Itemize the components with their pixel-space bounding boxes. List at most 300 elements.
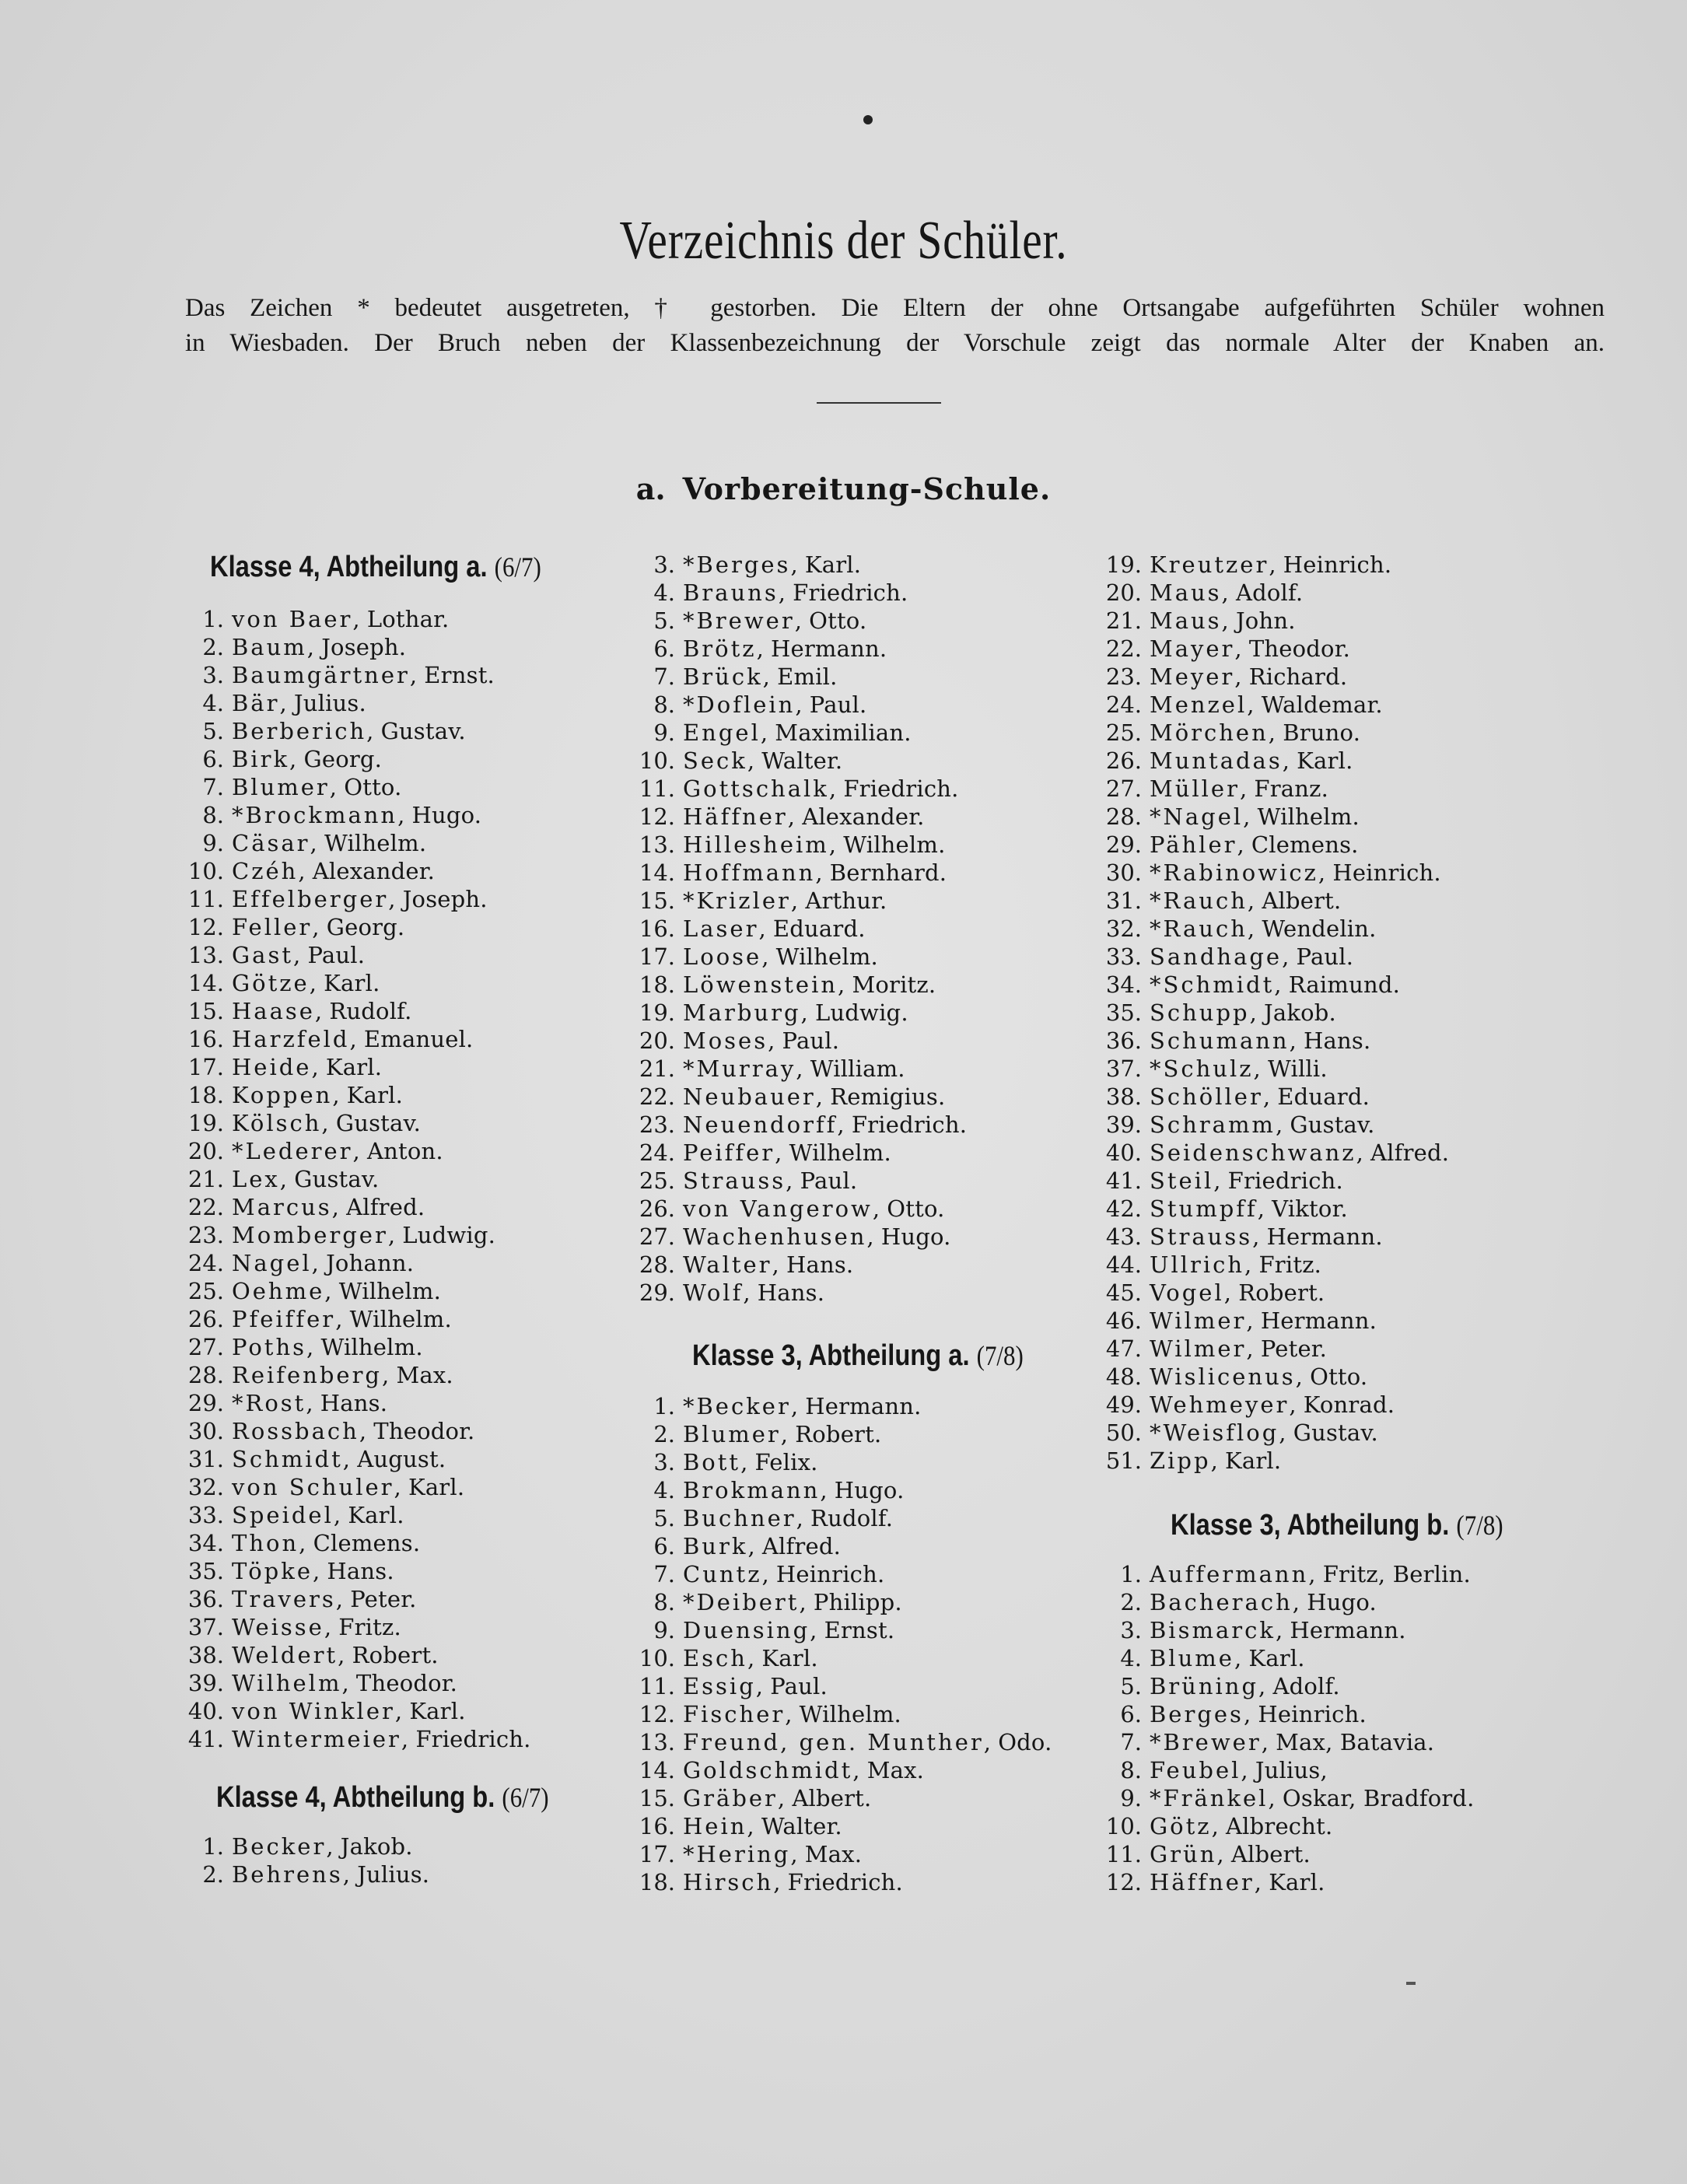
student-surname: Gräber [683,1785,778,1811]
student-given-name: Alfred. [761,1533,842,1559]
student-row [171,1361,531,1389]
student-row [622,1504,1052,1532]
student-number: 8. [202,802,224,828]
student-surname: von Schuler [232,1474,394,1500]
student-row [622,1840,1052,1868]
student-row [171,1249,531,1277]
student-row [171,1473,531,1501]
student-number: 3. [653,1449,675,1475]
student-given-name: John. [1235,607,1296,634]
page-title: Verzeichnis der Schüler. [619,211,1068,271]
student-row [622,1588,1052,1616]
student-surname: Effelberger [232,886,389,912]
student-row [1089,1139,1449,1167]
student-number: 30. [1105,859,1142,886]
student-given-name: Paul. [770,1673,828,1699]
separator: , [311,1054,326,1080]
separator: , [329,774,345,800]
student-given-name: Willi. [1267,1055,1328,1082]
student-given-name: Karl. [325,1054,383,1080]
age-fraction: (6/7) [502,1782,549,1813]
student-surname: Cäsar [232,830,310,856]
student-number: 12. [187,914,224,940]
student-surname: Häffner [683,803,788,830]
student-surname: Lex [232,1166,280,1192]
separator: , [309,970,324,996]
student-surname: Hoffmann [683,859,816,886]
class-heading-4b [216,1781,549,1815]
student-number: 38. [1105,1083,1142,1110]
student-surname: Wilhelm [232,1670,342,1696]
student-surname: Esch [683,1645,747,1671]
student-surname: Wilmer [1150,1307,1247,1334]
student-number: 1. [202,606,224,632]
student-given-name: Hermann. [1290,1617,1406,1643]
student-number: 5. [653,1505,675,1531]
student-row [622,1868,1052,1896]
student-number: 15. [639,887,675,914]
separator: , [796,1055,810,1082]
student-row [622,719,967,747]
student-number: 25. [187,1278,224,1304]
student-number: 21. [639,1055,675,1082]
class-heading-text: Klasse 4, Abtheilung a. [210,551,488,583]
student-number: 10. [187,858,224,884]
student-number: 42. [1105,1195,1142,1222]
student-number: 10. [639,1645,675,1671]
separator: , [1211,1813,1226,1839]
student-row [622,915,967,943]
student-number: 7. [653,663,675,690]
separator: , [775,1139,789,1166]
student-row [622,943,967,971]
student-row [622,1251,967,1279]
separator: , [820,1477,835,1503]
student-surname: *Krizler [683,887,791,914]
student-number: 10. [1105,1813,1142,1839]
student-number: 27. [1105,775,1142,802]
separator: , [790,1841,805,1867]
separator: , [795,691,810,718]
student-row [171,1333,531,1361]
student-surname: Brokmann [683,1477,821,1503]
student-row [1089,1027,1449,1055]
student-surname: *Fränkel [1150,1785,1269,1811]
student-given-name: Wilhelm. [799,1701,901,1727]
student-row [171,913,531,941]
student-surname: Schmidt [232,1446,343,1472]
student-given-name: Heinrich. [1332,859,1441,886]
student-number: 19. [1105,551,1142,578]
student-given-name: Albert. [792,1785,872,1811]
student-number: 14. [187,970,224,996]
separator: , [1252,1223,1267,1250]
student-row [622,607,967,635]
class-heading-4a [210,551,541,584]
student-surname: Auffermann [1150,1561,1309,1587]
student-given-name: Eduard. [1277,1083,1370,1110]
student-number: 27. [187,1334,224,1360]
student-number: 44. [1105,1251,1142,1278]
student-surname: Buchner [683,1505,796,1531]
student-list-3a-part-1 [622,1392,1052,1896]
student-row [171,1305,531,1333]
student-given-name: Max. [804,1841,863,1867]
student-number: 27. [639,1223,675,1250]
student-given-name: Karl. [409,1698,466,1724]
student-number: 19. [639,999,675,1026]
separator: , [306,1390,320,1416]
student-row [171,745,531,773]
separator: , [790,1393,806,1419]
student-surname: Weisse [232,1614,324,1640]
separator: , [331,1194,347,1220]
student-number: 24. [1105,691,1142,718]
student-given-name: Hans. [786,1251,854,1278]
student-surname: Neuendorff [683,1111,838,1138]
student-surname: Löwenstein [683,971,838,998]
student-given-name: Clemens. [1251,831,1359,858]
student-given-name: Wilhelm. [320,1334,423,1360]
student-surname: *Deibert [683,1589,800,1615]
student-given-name: Georg. [303,746,383,772]
separator: , [409,662,425,688]
student-number: 6. [653,1533,675,1559]
student-row [1089,691,1449,719]
ink-dot [863,115,873,124]
student-row [622,1223,967,1251]
student-given-name: Raimund. [1288,971,1401,998]
student-row [171,941,531,969]
student-given-name: Gustav. [1290,1111,1375,1138]
student-row [171,661,531,689]
student-number: 35. [187,1558,224,1584]
student-number: 9. [653,719,675,746]
age-fraction: (7/8) [976,1340,1024,1371]
student-number: 13. [639,831,675,858]
student-given-name: Adolf. [1235,579,1304,606]
student-surname: Pähler [1150,831,1237,858]
student-given-name: Walter. [761,747,843,774]
separator: , [298,858,313,884]
student-number: 21. [1105,607,1142,634]
student-number: 2. [202,1861,224,1888]
student-number: 28. [639,1251,675,1278]
student-number: 11. [1105,1841,1142,1867]
student-surname: Wehmeyer [1150,1391,1290,1418]
student-surname: Berges [1150,1701,1244,1727]
student-number: 14. [639,1757,675,1783]
student-number: 38. [187,1642,224,1668]
student-surname: Momberger [232,1222,388,1248]
student-number: 4. [1120,1645,1142,1671]
student-row [1089,1756,1475,1784]
separator: , [796,1505,811,1531]
student-given-name: Emil. [777,663,838,690]
student-number: 40. [187,1698,224,1724]
separator: , [1246,1335,1261,1362]
student-row [622,1644,1052,1672]
student-surname: *Murray [683,1055,796,1082]
student-given-name: Fritz, Berlin. [1322,1561,1471,1587]
separator: , [321,1110,336,1136]
separator: , [1289,1391,1304,1418]
student-given-name: Hans. [320,1390,388,1416]
student-row [171,1081,531,1109]
student-number: 11. [187,886,224,912]
student-row [171,1165,531,1193]
student-number: 47. [1105,1335,1142,1362]
student-row [171,1832,429,1860]
student-row [1089,663,1449,691]
student-given-name: Maximilian. [775,719,912,746]
student-given-name: Hans. [327,1558,394,1584]
student-number: 21. [187,1166,224,1192]
student-surname: Hein [683,1813,747,1839]
student-row [1089,1728,1475,1756]
student-number: 8. [653,1589,675,1615]
student-given-name: Julius. [357,1861,430,1888]
student-row [171,1860,429,1888]
student-number: 36. [1105,1027,1142,1054]
student-surname: Kölsch [232,1110,322,1136]
student-row [171,1529,531,1557]
separator: , [1223,1279,1239,1306]
separator: , [1244,1251,1259,1278]
student-surname: Bott [683,1449,741,1475]
student-given-name: Paul. [800,1167,858,1194]
student-surname: Engel [683,719,761,746]
student-number: 37. [187,1614,224,1640]
student-surname: Baumgärtner [232,662,410,688]
separator: , [837,1111,852,1138]
separator: , [828,831,844,858]
student-row [1089,607,1449,635]
ink-mark [1406,1982,1416,1985]
student-number: 18. [639,971,675,998]
student-row [622,1560,1052,1588]
student-row [171,1585,531,1613]
student-number: 32. [1105,915,1142,942]
student-given-name: Jakob. [1264,999,1336,1026]
student-row [171,1725,531,1753]
student-surname: Schöller [1150,1083,1263,1110]
separator: , [777,1785,793,1811]
student-row [171,1445,531,1473]
student-surname: Seidenschwanz [1150,1139,1356,1166]
student-given-name: Hugo. [1307,1589,1377,1615]
separator: , [815,1083,831,1110]
separator: , [799,1589,814,1615]
student-number: 36. [187,1586,224,1612]
separator: , [332,1082,347,1108]
student-surname: Marburg [683,999,801,1026]
student-row [171,1697,531,1725]
student-row [171,885,531,913]
student-list-3b [1089,1560,1475,1896]
student-given-name: Otto. [1310,1363,1368,1390]
student-row [1089,915,1449,943]
student-number: 20. [1105,579,1142,606]
student-number: 2. [1120,1589,1142,1615]
separator: , [747,1645,762,1671]
student-row [171,1193,531,1221]
separator: , [787,803,803,830]
student-given-name: Wendelin. [1262,915,1377,942]
student-given-name: Karl. [804,551,862,578]
student-list-3a-part-2 [1089,551,1449,1475]
student-surname: Koppen [232,1082,333,1108]
student-surname: Brötz [683,635,757,662]
student-row [1089,1419,1449,1447]
separator: , [311,1250,327,1276]
student-number: 6. [202,746,224,772]
student-number: 3. [202,662,224,688]
separator: , [1269,551,1283,578]
student-surname: Heide [232,1054,312,1080]
student-row [1089,1616,1475,1644]
student-surname: *Hering [683,1841,791,1867]
student-row [1089,635,1449,663]
student-row [1089,1700,1475,1728]
student-given-name: Paul. [1296,943,1354,970]
student-given-name: Karl. [1248,1645,1305,1671]
student-surname: von Vangerow [683,1195,873,1222]
student-given-name: Franz. [1254,775,1329,802]
student-given-name: Heinrich. [1258,1701,1367,1727]
student-given-name: Theodor. [373,1418,475,1444]
student-given-name: Hermann. [771,635,887,662]
separator: , [785,1701,800,1727]
student-given-name: Otto. [809,607,867,634]
student-surname: Vogel [1150,1279,1224,1306]
student-surname: *Brockmann [232,802,398,828]
separator: , [1295,1363,1311,1390]
separator: , [333,1502,348,1528]
separator: , [815,859,830,886]
student-surname: *Brewer [683,607,795,634]
student-row [622,1279,967,1307]
student-number: 18. [639,1869,675,1895]
separator: , [326,1833,341,1860]
student-given-name: Bernhard. [829,859,947,886]
student-given-name: Odo. [998,1729,1052,1755]
student-number: 24. [639,1139,675,1166]
separator: , [382,1362,397,1388]
student-surname: Ullrich [1150,1251,1245,1278]
student-given-name: Otto. [344,774,402,800]
student-number: 29. [639,1279,675,1306]
separator: , [1268,719,1283,746]
separator: , [1241,1757,1255,1783]
student-surname: Czéh [232,858,299,884]
student-given-name: Friedrich. [793,579,908,606]
student-given-name: Fritz. [338,1614,401,1640]
separator: , [743,1279,758,1306]
student-given-name: Wilhelm. [843,831,946,858]
separator: , [1234,663,1249,690]
separator: , [335,1306,350,1332]
student-number: 12. [639,1701,675,1727]
separator: , [1274,971,1289,998]
student-given-name: Clemens. [313,1530,421,1556]
student-surname: Töpke [232,1558,313,1584]
student-given-name: Karl. [346,1082,404,1108]
student-given-name: Gustav. [335,1110,422,1136]
student-given-name: Wilhelm. [1257,803,1360,830]
class-heading-3a [692,1339,1024,1373]
student-given-name: Alexander. [802,803,925,830]
separator: , [790,551,805,578]
student-given-name: Karl. [1225,1447,1282,1474]
separator: , [279,690,294,716]
separator: , [780,1421,796,1447]
student-surname: Götze [232,970,310,996]
student-number: 23. [1105,663,1142,690]
student-number: 39. [187,1670,224,1696]
student-given-name: Philipp. [813,1589,902,1615]
student-number: 2. [202,634,224,660]
student-surname: Schupp [1150,999,1250,1026]
separator: , [768,1027,782,1054]
student-row [622,1756,1052,1784]
student-surname: Essig [683,1673,756,1699]
class-heading-text: Klasse 3, Abtheilung a. [692,1339,970,1372]
separator: , [352,606,367,632]
student-number: 39. [1105,1111,1142,1138]
student-number: 26. [1105,747,1142,774]
separator: , [838,971,852,998]
student-number: 25. [639,1167,675,1194]
student-number: 9. [202,830,224,856]
separator: , [1257,1195,1272,1222]
student-number: 10. [639,747,675,774]
student-number: 7. [202,774,224,800]
student-number: 49. [1105,1391,1142,1418]
separator: , [388,886,403,912]
student-given-name: Lothar. [366,606,450,632]
student-surname: *Rost [232,1390,306,1416]
separator: , [773,1869,788,1895]
student-number: 22. [1105,635,1142,662]
student-surname: Freund, gen. Munther [683,1729,984,1755]
student-number: 12. [1105,1869,1142,1895]
student-surname: Speidel [232,1502,334,1528]
student-row [1089,1672,1475,1700]
student-row [1089,775,1449,803]
student-number: 20. [187,1138,224,1164]
separator: , [1247,915,1262,942]
student-surname: Zipp [1150,1447,1211,1474]
student-row [171,997,531,1025]
student-given-name: Ernst. [824,1617,895,1643]
student-number: 15. [187,998,224,1024]
student-row [622,803,967,831]
student-surname: Wilmer [1150,1335,1247,1362]
separator: , [1216,1841,1231,1867]
student-row [171,1221,531,1249]
student-surname: Bär [232,690,280,716]
student-number: 41. [187,1726,224,1752]
separator: , [772,1251,786,1278]
student-surname: *Rauch [1150,887,1248,914]
student-given-name: Theodor. [1248,635,1351,662]
separator: , [1239,775,1255,802]
student-number: 25. [1105,719,1142,746]
student-surname: *Brewer [1150,1729,1262,1755]
student-given-name: Karl. [324,970,380,996]
student-surname: Baum [232,634,307,660]
